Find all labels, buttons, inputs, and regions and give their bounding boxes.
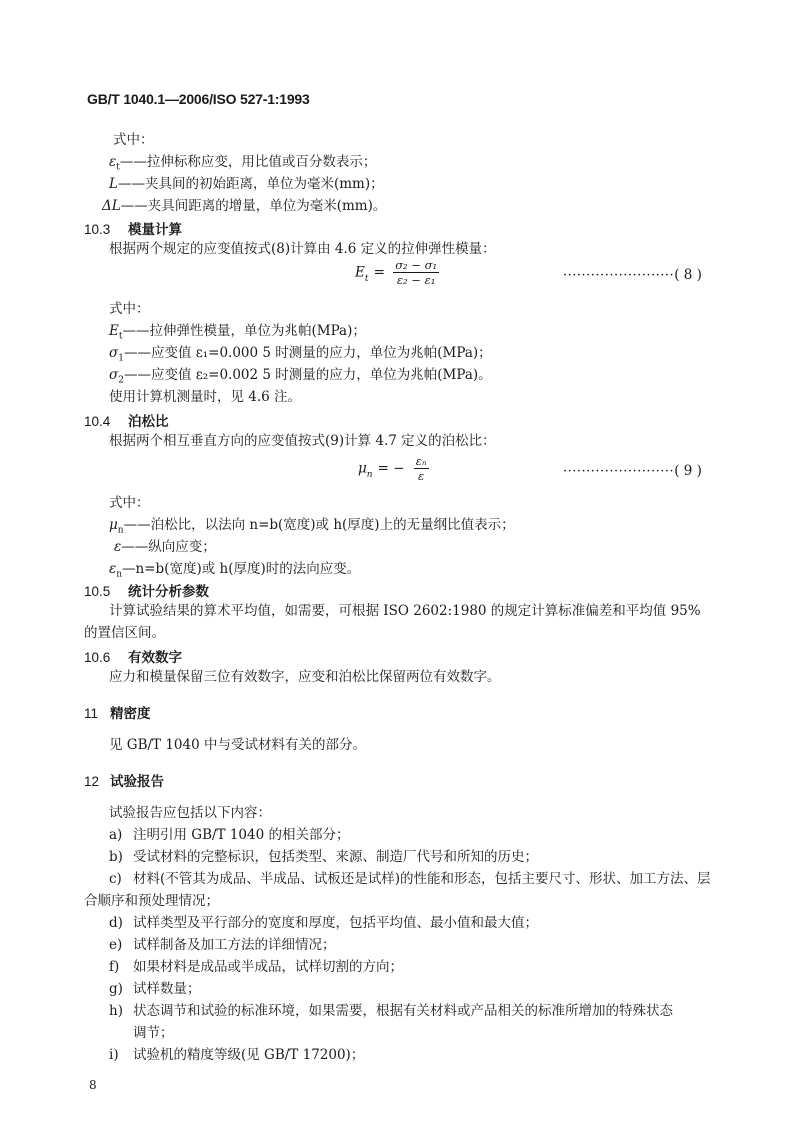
paragraph: 计算试验结果的算术平均值，如需要，可根据 ISO 2602:1980 的规定计算标准偏差和平均值 95%	[109, 603, 701, 619]
section-heading-10-6: 10.6 有效数字	[84, 650, 182, 666]
paragraph: 根据两个规定的应变值按式(8)计算由 4.6 定义的拉伸弹性模量：	[109, 241, 496, 257]
list-item: e) 试样制备及加工方法的详细情况；	[109, 937, 336, 953]
paragraph: 根据两个相互垂直方向的应变值按式(9)计算 4.7 定义的泊松比：	[109, 433, 496, 449]
where-label: 式中：	[109, 301, 150, 317]
list-item: h) 状态调节和试验的标准环境，如果需要，根据有关材料或产品相关的标准所增加的特殊状态	[109, 1003, 673, 1019]
section-heading-11: 11 精密度	[84, 706, 151, 722]
definition-poisson: $\mu_n——$泊松比，以法向 n=b(宽度)或 h(厚度)上的无量纲比值表示；	[109, 517, 515, 536]
equation-9: $\mu_n$ = − $\frac{\text{εₙ}}{\varepsilon}$	[358, 454, 427, 483]
section-heading-12: 12 试验报告	[84, 774, 164, 790]
list-item: g) 试样数量；	[109, 981, 201, 997]
list-item: d) 试样类型及平行部分的宽度和厚度，包括平均值、最小值和最大值；	[109, 915, 538, 931]
definition-longitudinal-strain: ε——纵向应变；	[114, 539, 216, 555]
paragraph-continuation: 的置信区间。	[84, 625, 165, 641]
list-item-continuation: 合顺序和预处理情况；	[84, 893, 219, 909]
fraction: $\frac{\text{σ₂ − σ₁}}{\text{ε₂ − ε₁}}$	[395, 258, 438, 287]
equation-8: $E_t$ = $\frac{\text{σ₂ − σ₁}}{\text{ε₂ − ε₁}}$	[355, 258, 438, 287]
list-item: c) 材料(不管其为成品、半成品、试板还是试样)的性能和形态，包括主要尺寸、形状、加工方法、层	[109, 871, 711, 887]
fraction: $\frac{\text{εₙ}}{\varepsilon}$	[415, 454, 427, 483]
where-label: 式中：	[113, 132, 154, 148]
where-label: 式中：	[109, 495, 150, 511]
list-item-continuation: 调节；	[133, 1025, 174, 1041]
paragraph: 试验报告应包括以下内容：	[109, 805, 271, 821]
equation-number-8: ························( 8 )	[563, 267, 702, 283]
list-item: b) 受试材料的完整标识，包括类型、来源、制造厂代号和所知的历史；	[109, 849, 538, 865]
list-item: f) 如果材料是成品或半成品，试样切割的方向；	[109, 959, 403, 975]
definition-modulus: $E_t——$拉伸弹性模量，单位为兆帕(MPa)；	[109, 323, 366, 342]
equation-number-9: ························( 9 )	[563, 463, 702, 479]
list-item: i) 试验机的精度等级(见 GB/T 17200)；	[109, 1047, 365, 1063]
definition-strain: $\varepsilon_t——$拉伸标称应变，用比值或百分数表示；	[109, 154, 377, 173]
definition-normal-strain: $\varepsilon_n—n=b$(宽度)或 h(厚度)时的法向应变。	[109, 561, 361, 580]
definition-sigma1: $\sigma_1——$应变值 ε₁=0.000 5 时测量的应力，单位为兆帕(MPa)；	[109, 345, 492, 364]
standard-code-header: GB/T 1040.1—2006/ISO 527-1:1993	[87, 91, 310, 107]
paragraph: 见 GB/T 1040 中与受试材料有关的部分。	[109, 737, 366, 753]
section-heading-10-3: 10.3 模量计算	[84, 222, 182, 238]
section-heading-10-5: 10.5 统计分析参数	[84, 584, 209, 600]
note: 使用计算机测量时，见 4.6 注。	[109, 389, 302, 405]
section-heading-10-4: 10.4 泊松比	[84, 414, 169, 430]
list-item: a) 注明引用 GB/T 1040 的相关部分；	[109, 827, 350, 843]
definition-delta-length: ΔL——夹具间距离的增量，单位为毫米(mm)。	[102, 198, 387, 214]
paragraph: 应力和模量保留三位有效数字，应变和泊松比保留两位有效数字。	[109, 669, 501, 685]
definition-sigma2: $\sigma_2——$应变值 ε₂=0.002 5 时测量的应力，单位为兆帕(MPa)。	[109, 367, 492, 386]
definition-length: L——夹具间的初始距离，单位为毫米(mm)；	[109, 176, 384, 192]
page-number: 8	[89, 1078, 97, 1092]
